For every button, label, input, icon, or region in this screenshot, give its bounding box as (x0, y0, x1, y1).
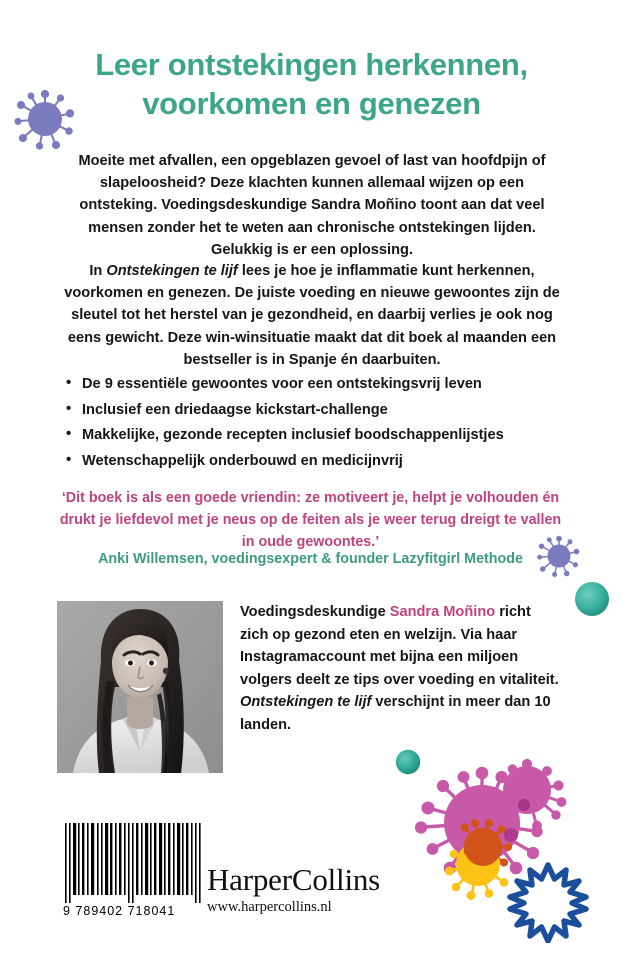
intro-paragraph: Moeite met afvallen, een opgeblazen gevoel of last van hoofdpijn of slapeloosheid? Deze klachten kunnen allemaal wijzen op een ontsteking. Voedingsdeskundige Sandra Moñino toont aan dat veel mensen zonder het te weten aan chronische ontstekingen lijden. Gelukkig is er een oplossing. (78, 153, 546, 258)
endorsement-attribution: Anki Willemsen, voedingsexpert & founder Lazyfitgirl Methode (98, 551, 523, 567)
endorsement-quote: ‘Dit boek is als een goede vriendin: ze motiveert je, helpt je volhouden én drukt je liefdevol met je neus op de feiten als je weer terug dreigt te vallen in oude gewoontes.’ (59, 490, 562, 551)
list-item: • Inclusief een driedaagse kickstart-challenge (65, 399, 585, 421)
bio-text-after: verschijnt in meer dan 10 landen. (240, 694, 551, 734)
feature-bullet-list (65, 373, 585, 476)
book-description-paragraph (62, 260, 562, 371)
isbn-digits: 9 789402 718041 (63, 904, 176, 918)
book-title-italic: Ontstekingen te lijf (106, 263, 238, 279)
title-line-1: Leer ontstekingen herkennen, (95, 47, 528, 82)
list-item: • De 9 essentiële gewoontes voor een ontstekingsvrij leven (65, 373, 585, 395)
publisher-url: www.harpercollins.nl (207, 898, 332, 915)
sphere-teal-small-icon (395, 749, 421, 780)
bio-text-before: Voedingsdeskundige (240, 604, 390, 620)
page-title (40, 46, 583, 124)
sphere-teal-icon (574, 581, 610, 622)
desc-text-after: lees je hoe je inflammatie kunt herkennen, voorkomen en genezen. De juiste voeding en nieuwe gewoontes zijn de sleutel tot het herstel van je gezondheid, en daarbij verlies je ook nog eens gewicht. Deze win-winsituatie maakt dat dit boek al maanden een bestseller is in Spanje én daarbuiten. (64, 263, 560, 368)
publisher-block (207, 864, 467, 916)
publisher-logo-text: HarperCollins (207, 862, 381, 897)
author-biography (240, 601, 560, 737)
author-portrait-photo (57, 601, 223, 773)
virus-cluster-icon (396, 743, 623, 948)
author-name: Sandra Moñino (389, 604, 496, 620)
desc-text-before: In (89, 263, 107, 279)
list-item: • Wetenschappelijk onderbouwd en medicijnvrij (65, 450, 585, 472)
title-line-2: voorkomen en genezen (142, 85, 481, 121)
list-item: • Makkelijke, gezonde recepten inclusief boodschappenlijstjes (65, 424, 585, 446)
bio-text-mid: richt zich op gezond eten en welzijn. Via haar Instagramaccount met bijna een miljoen volgers deelt ze tips over voeding en vitaliteit. (240, 604, 559, 688)
barcode (63, 823, 203, 918)
book-title-italic: Ontstekingen te lijf (240, 694, 372, 711)
